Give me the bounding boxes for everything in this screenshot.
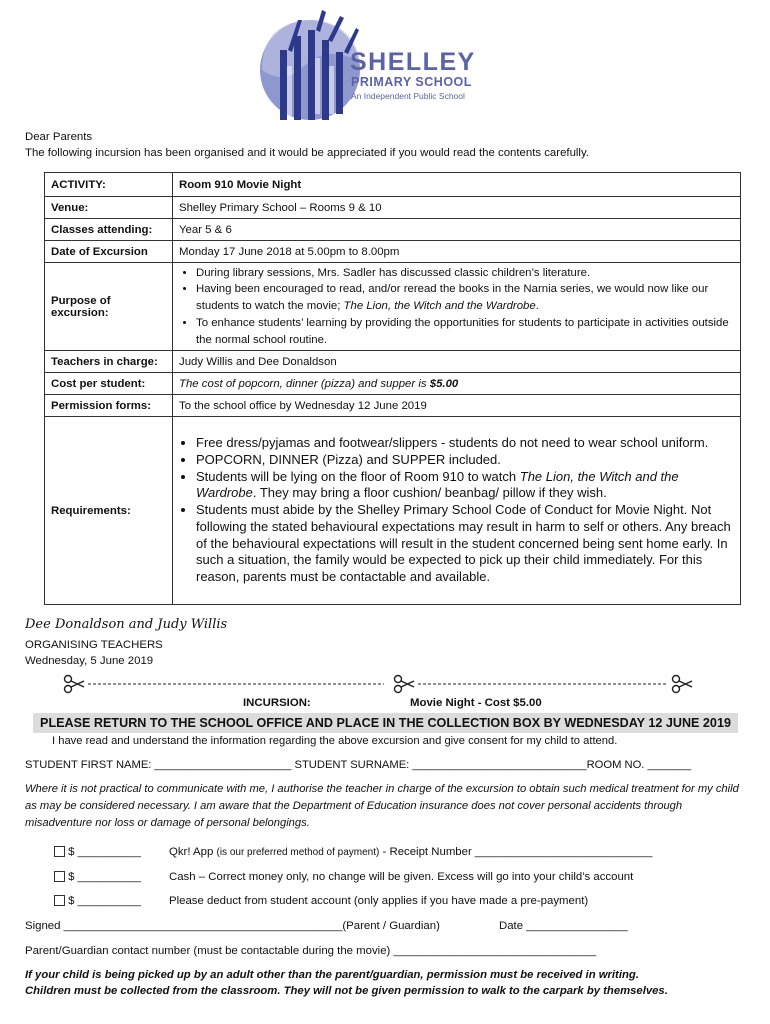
table-row	[45, 219, 741, 241]
list-item	[196, 281, 734, 314]
teachers-label: Teachers in charge:	[45, 351, 173, 373]
logo-tagline: An Independent Public School	[351, 91, 465, 101]
scissors-icon	[65, 676, 85, 693]
cut-line	[62, 673, 702, 697]
payment-option-account	[54, 894, 141, 909]
requirements-label: Requirements:	[45, 417, 173, 605]
consent-statement: I have read and understand the information regarding the above excursion and give consent for my child to attend.	[52, 735, 618, 747]
table-row	[45, 173, 741, 197]
activity-value: Room 910 Movie Night	[173, 173, 741, 197]
school-logo	[258, 6, 498, 124]
parent-signature-field[interactable]: Signed ____________________________________________(Parent / Guardian)	[25, 920, 440, 932]
purpose-label: Purpose of excursion:	[45, 263, 173, 351]
cost-label: Cost per student:	[45, 373, 173, 395]
list-item: • To enhance students’ learning by providing the opportunities for students to participate in activities outside the normal school routine.	[196, 315, 734, 348]
purpose-value	[173, 263, 741, 351]
contact-number-field[interactable]: Parent/Guardian contact number (must be contactable during the movie) ________________________________	[25, 945, 597, 957]
cost-text: The cost of popcorn, dinner (pizza) and supper is	[179, 377, 430, 390]
purpose-text: Having been encouraged to read, and/or reread the books in the Narnia series, we would now like our students to watch the movie;	[196, 283, 709, 313]
pickup-notice: If your child is being picked up by an adult other than the parent/guardian, permission must be received in writing.	[25, 969, 639, 981]
req-text: . They may bring a floor cushion/ beanbag/ pillow if they wish.	[252, 485, 607, 501]
requirements-value	[173, 417, 741, 605]
account-checkbox[interactable]	[54, 895, 65, 906]
table-row	[45, 197, 741, 219]
cash-amount-field[interactable]: $ __________	[68, 871, 142, 883]
purpose-list	[179, 265, 734, 349]
venue-value: Shelley Primary School – Rooms 9 & 10	[173, 197, 741, 219]
activity-label: ACTIVITY:	[45, 173, 173, 197]
payment-option-cash	[54, 870, 141, 885]
qkr-payment-text	[169, 845, 652, 860]
scissors-icon	[395, 676, 415, 693]
receipt-number-field[interactable]: - Receipt Number ____________________________	[379, 846, 653, 858]
list-item	[196, 469, 734, 502]
qkr-preferred-note: (is our preferred method of payment)	[216, 847, 380, 858]
list-item: • Students must abide by the Shelley Primary School Code of Conduct for Movie Night. Not following the stated behavioural expectations may result in harm to self or others. Any breach of the behavioural expectations will result in the student concerned being sent home early. In such a situation, the family would be expected to pick up their child immediately. For this reason, parents must be contactable and available.	[196, 502, 734, 586]
teacher-signature: Dee Donaldson and Judy Willis	[25, 617, 228, 632]
incursion-label: INCURSION:	[243, 697, 311, 709]
permission-label: Permission forms:	[45, 395, 173, 417]
scissors-icon	[673, 676, 693, 693]
intro-line: The following incursion has been organised and it would be appreciated if you would read the contents carefully.	[25, 147, 589, 159]
req-text: Students will be lying on the floor of Room 910 to watch	[196, 468, 520, 484]
logo-title: SHELLEY	[350, 48, 476, 76]
collection-notice: Children must be collected from the classroom. They will not be given permission to walk to the carpark by themselves.	[25, 985, 668, 997]
table-row	[45, 241, 741, 263]
account-payment-text: Please deduct from student account (only applies if you have made a pre-payment)	[169, 895, 589, 907]
cost-amount: $5.00	[429, 377, 459, 390]
movie-title: The Lion, the Witch and the Wardrobe	[196, 468, 679, 501]
list-item: • Free dress/pyjamas and footwear/slippers - students do not need to wear school uniform.	[196, 435, 734, 452]
list-item: • POPCORN, DINNER (Pizza) and SUPPER included.	[196, 452, 734, 469]
permission-value: To the school office by Wednesday 12 June 2019	[173, 395, 741, 417]
date-value: Monday 17 June 2018 at 5.00pm to 8.00pm	[173, 241, 741, 263]
qkr-amount-field[interactable]: $ __________	[68, 846, 142, 858]
excursion-details-table	[44, 172, 741, 605]
table-row	[45, 417, 741, 605]
classes-value: Year 5 & 6	[173, 219, 741, 241]
organising-teachers-label: ORGANISING TEACHERS	[25, 639, 163, 651]
table-row	[45, 373, 741, 395]
table-row	[45, 263, 741, 351]
classes-label: Classes attending:	[45, 219, 173, 241]
qkr-label: Qkr! App	[169, 846, 217, 858]
date-label: Date of Excursion	[45, 241, 173, 263]
medical-authorisation: Where it is not practical to communicate with me, I authorise the teacher in charge of the excursion to obtain such medical treatment for my child as may be considered necessary. I am aware that the Department of Education insurance does not cover personal accidents through misadventure nor loss or damage of personal belongings.	[25, 783, 739, 829]
date-field[interactable]: Date ________________	[499, 920, 628, 932]
logo-subtitle: PRIMARY SCHOOL	[351, 75, 472, 89]
cash-payment-text: Cash – Correct money only, no change will be given. Excess will go into your child’s account	[169, 871, 634, 883]
teachers-value: Judy Willis and Dee Donaldson	[173, 351, 741, 373]
table-row	[45, 351, 741, 373]
purpose-text: .	[535, 300, 539, 313]
cash-checkbox[interactable]	[54, 871, 65, 882]
incursion-value: Movie Night - Cost $5.00	[410, 697, 542, 709]
venue-label: Venue:	[45, 197, 173, 219]
student-name-fields[interactable]: STUDENT FIRST NAME: ______________________ STUDENT SURNAME: ____________________________ROOM NO. _______	[25, 759, 692, 771]
cost-value	[173, 373, 741, 395]
list-item: • During library sessions, Mrs. Sadler has discussed classic children’s literature.	[196, 265, 734, 282]
return-banner	[33, 713, 738, 733]
payment-option-qkr	[54, 845, 141, 860]
return-banner-text: PLEASE RETURN TO THE SCHOOL OFFICE AND PLACE IN THE COLLECTION BOX BY WEDNESDAY 12 JUNE 2019	[40, 716, 731, 730]
qkr-checkbox[interactable]	[54, 846, 65, 857]
table-row	[45, 395, 741, 417]
greeting: Dear Parents	[25, 131, 93, 143]
movie-title: The Lion, the Witch and the Wardrobe	[343, 300, 536, 313]
account-amount-field[interactable]: $ __________	[68, 895, 142, 907]
signature-date: Wednesday, 5 June 2019	[25, 655, 154, 667]
requirements-list	[179, 435, 734, 585]
